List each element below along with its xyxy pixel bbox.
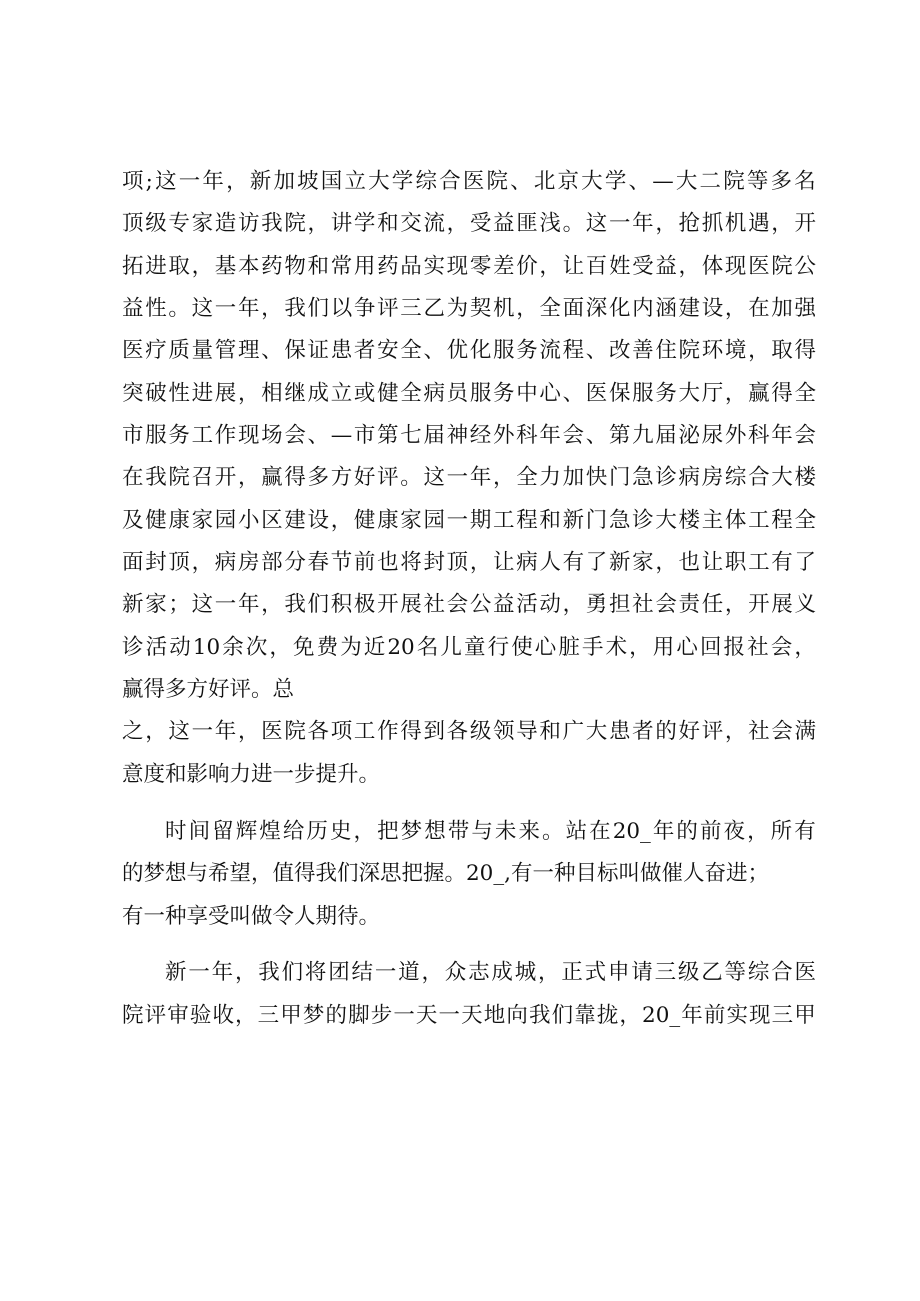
paragraph-4-line-1: 新 一 年 ， 我 们 将 团 结 一 道 ， 众 志 成 城 ， 正 式 申 请 三 级 乙 等 综 合 医 xyxy=(165,960,816,985)
paragraph-2-line-1: 之 ， 这 一 年 ， 医 院 各 项 工 作 得 到 各 级 领 导 和 广 大 患 者 的 好 评 ， 社 会 满 xyxy=(122,719,816,744)
paragraph-1-line-6: 突 破 性 进 展 ， 相 继 成 立 或 健 全 病 员 服 务 中 心 、 医 保 服 务 大 厅 ， 赢 得 全 xyxy=(122,381,816,406)
paragraph-1-line-5: 医 疗 质 量 管 理 、 保 证 患 者 安 全 、 优 化 服 务 流 程 、 改 善 住 院 环 境 ， 取 得 xyxy=(122,338,816,363)
paragraph-2-line-2: 意度和影响力进一步提升。 xyxy=(122,762,381,787)
paragraph-1-line-11: 新 家 ； 这 一 年 ， 我 们 积 极 开 展 社 会 公 益 活 动 ， 勇 担 社 会 责 任 ， 开 展 义 xyxy=(122,592,816,617)
paragraph-1-line-4: 益 性 。 这 一 年 ， 我 们 以 争 评 三 乙 为 契 机 ， 全 面 深 化 内 涵 建 设 ， 在 加 强 xyxy=(122,296,816,321)
paragraph-1-line-12: 诊 活 动 10 余 次 ， 免 费 为 近 20 名 儿 童 行 使 心 脏 手 术 ， 用 心 回 报 社 会 ， xyxy=(122,635,816,660)
paragraph-3-line-3: 有一种享受叫做令人期待。 xyxy=(122,904,381,929)
paragraph-1-line-7: 市 服 务 工 作 现 场 会 、 — 市 第 七 届 神 经 外 科 年 会 、 第 九 届 泌 尿 外 科 年 会 xyxy=(122,423,816,448)
paragraph-1-line-10: 面 封 顶 ， 病 房 部 分 春 节 前 也 将 封 顶 ， 让 病 人 有 了 新 家 ， 也 让 职 工 有 了 xyxy=(122,550,816,575)
paragraph-3-line-2: 的梦想与希望，值得我们深思把握。20_,有一种目标叫做催人奋进； xyxy=(122,861,769,886)
paragraph-1-line-1: 项 ; 这 一 年 ， 新 加 坡 国 立 大 学 综 合 医 院 、 北 京 大 学 、 — 大 二 院 等 多 名 xyxy=(122,169,816,194)
paragraph-1-line-8: 在 我 院 召 开 ， 赢 得 多 方 好 评 。 这 一 年 ， 全 力 加 快 门 急 诊 病 房 综 合 大 楼 xyxy=(122,465,816,490)
paragraph-1-line-9: 及 健 康 家 园 小 区 建 设 ， 健 康 家 园 一 期 工 程 和 新 门 急 诊 大 楼 主 体 工 程 全 xyxy=(122,508,816,533)
paragraph-1-line-3: 拓 进 取 ， 基 本 药 物 和 常 用 药 品 实 现 零 差 价 ， 让 百 姓 受 益 ， 体 现 医 院 公 xyxy=(122,254,816,279)
paragraph-3-line-1: 时 间 留 辉 煌 给 历 史 ， 把 梦 想 带 与 未 来 。 站 在 20_ 年 的 前 夜 ， 所 有 xyxy=(165,819,816,844)
paragraph-1-line-13: 赢得多方好评。总 xyxy=(122,677,295,702)
paragraph-4-line-2: 院 评 审 验 收 ， 三 甲 梦 的 脚 步 一 天 一 天 地 向 我 们 靠 拢 ， 20_ 年 前 实 现 三 甲 xyxy=(122,1003,816,1028)
paragraph-1-line-2: 顶 级 专 家 造 访 我 院 ， 讲 学 和 交 流 ， 受 益 匪 浅 。 这 一 年 ， 抢 抓 机 遇 ， 开 xyxy=(122,211,816,236)
